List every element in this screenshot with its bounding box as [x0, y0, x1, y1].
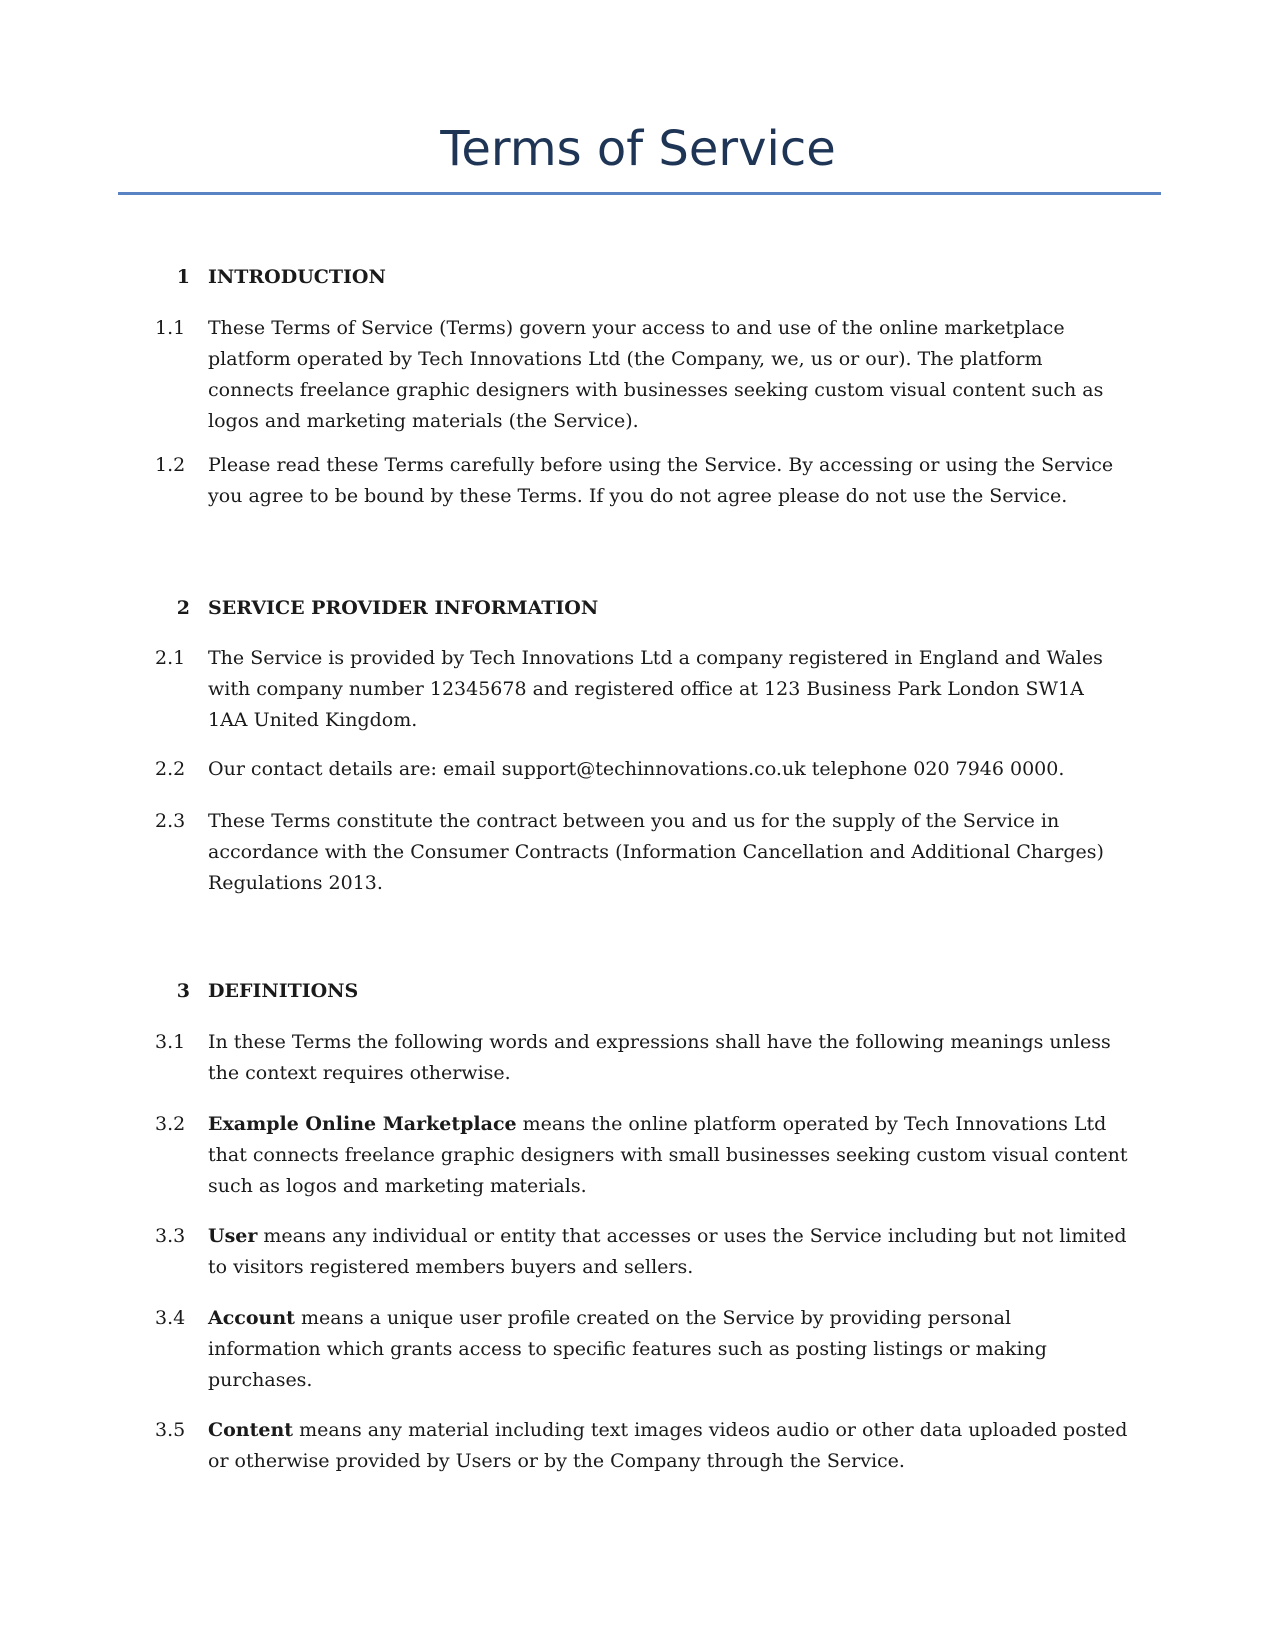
defined-term: Example Online Marketplace — [208, 1113, 517, 1135]
clause-text: These Terms of Service (Terms) govern your access to and use of the online marketplace platform operated by Tech Innovations Ltd (the Company, we, us or our). The platform connects freelance graphic designers with businesses seeking custom visual content such as logos and marketing materials (the Service). — [208, 317, 1104, 432]
section-heading-service-provider-information — [150, 596, 598, 620]
clause-text — [208, 1415, 1128, 1477]
clause-text: Our contact details are: email support@techinnovations.co.uk telephone 020 7946 0000. — [208, 758, 1065, 780]
defined-term: Content — [208, 1419, 294, 1441]
clause-2-2 — [150, 754, 1150, 785]
clause-text — [208, 1109, 1128, 1202]
section-heading-introduction — [150, 265, 386, 289]
clause-number: 3.1 — [155, 1031, 186, 1053]
clause-3-4 — [150, 1303, 1150, 1396]
clause-text: These Terms constitute the contract between you and us for the supply of the Service in accordance with the Consumer Contracts (Information Cancellation and Additional Charges) Regulations 2013. — [208, 810, 1104, 894]
definition-text: means the online platform operated by Tech Innovations Ltd that connects freelance graphic designers with small businesses seeking custom visual content such as logos and marketing materials. — [208, 1113, 1128, 1197]
clause-3-3 — [150, 1221, 1150, 1283]
section-number: 1 — [176, 266, 190, 288]
section-number: 3 — [176, 980, 190, 1002]
clause-1-2 — [150, 450, 1150, 512]
clause-3-2 — [150, 1109, 1150, 1202]
document-title: Terms of Service — [440, 121, 836, 177]
clause-text — [208, 1303, 1128, 1396]
section-number: 2 — [176, 597, 190, 619]
clause-number: 3.5 — [155, 1419, 186, 1441]
section-title: DEFINITIONS — [208, 980, 359, 1002]
section-title: SERVICE PROVIDER INFORMATION — [208, 597, 599, 619]
clause-text — [208, 1221, 1128, 1283]
clause-number: 3.4 — [155, 1307, 186, 1329]
clause-number: 2.3 — [155, 810, 186, 832]
clause-2-1 — [150, 643, 1150, 736]
clause-number: 1.1 — [155, 317, 186, 339]
clause-text: Please read these Terms carefully before using the Service. By accessing or using the Service you agree to be bound by these Terms. If you do not agree please do not use the Service. — [208, 454, 1114, 507]
definition-text: means any individual or entity that accesses or uses the Service including but not limited to visitors registered members buyers and sellers. — [208, 1225, 1127, 1278]
clause-2-3 — [150, 806, 1150, 899]
defined-term: User — [208, 1225, 258, 1247]
clause-number: 3.3 — [155, 1225, 186, 1247]
defined-term: Account — [208, 1307, 295, 1329]
clause-number: 2.2 — [155, 758, 186, 780]
title-underline — [118, 192, 1161, 195]
clause-number: 1.2 — [155, 454, 186, 476]
clause-number: 3.2 — [155, 1113, 186, 1135]
clause-3-5 — [150, 1415, 1150, 1477]
clause-1-1 — [150, 313, 1150, 437]
definition-text: means a unique user profile created on the Service by providing personal information which grants access to specific features such as posting listings or making purchases. — [208, 1307, 1047, 1391]
clause-text: The Service is provided by Tech Innovations Ltd a company registered in England and Wales with company number 12345678 and registered office at 123 Business Park London SW1A 1AA United Kingdom. — [208, 647, 1103, 731]
section-heading-definitions — [150, 979, 358, 1003]
definition-text: means any material including text images videos audio or other data uploaded posted or otherwise provided by Users or by the Company through the Service. — [208, 1419, 1128, 1472]
clause-text: In these Terms the following words and expressions shall have the following meanings unless the context requires otherwise. — [208, 1031, 1111, 1084]
clause-3-1 — [150, 1027, 1150, 1089]
section-title: INTRODUCTION — [208, 266, 386, 288]
clause-number: 2.1 — [155, 647, 186, 669]
